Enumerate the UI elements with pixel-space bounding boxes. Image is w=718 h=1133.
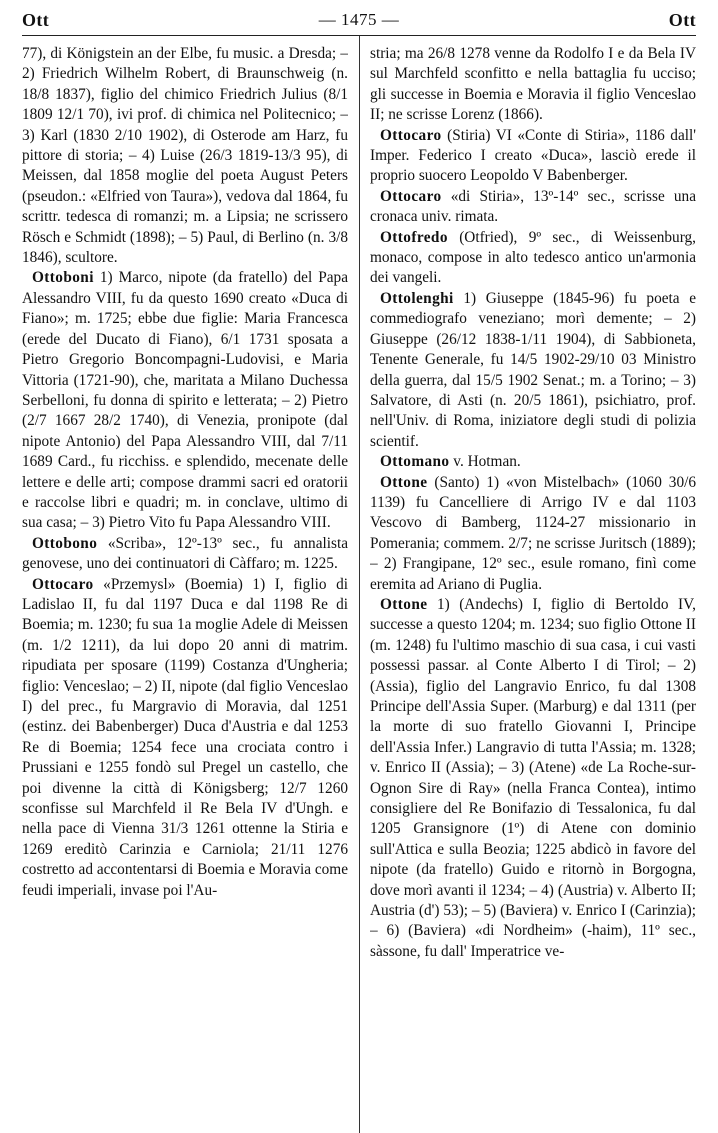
entry-ottofredo: [370, 228, 696, 289]
headword: Ottone: [380, 595, 428, 613]
entry-ottone: [370, 595, 696, 962]
headword: Ottocaro: [380, 187, 442, 205]
entry-continuation: stria; ma 26/8 1278 venne da Rodolfo I e da Bela IV sul Marchfeld sconfitto e nella battaglia fu ucciso; gli successe in Boemia e Moravia il figlio Venceslao II; ne scrisse Lorenz (1866).: [370, 45, 696, 124]
entry: 77), di Königstein an der Elbe, fu music. a Dresda; – 2) Friedrich Wilhelm Robert, di Braunschweig (n. 18/8 1837), figlio del chimico Friedrich Julius (8/1 1809 12/1 70), ivi prof. di chimica nel Politecnico; – 3) Karl (1830 2/10 1902), di Osterode am Harz, fu pittore di storia; – 4) Luise (26/3 1819-13/3 95), di Meissen, dal 1858 moglie del poeta August Peters (pseudon.: «Elfried von Taura»), vedova dal 1864, fu scrittr. tedesca di romanzi; m. a Lipsia; ne scrissero Rösch e Schmidt (1898); – 5) Paul, di Berlino (n. 3/8 1846), scultore.: [22, 45, 348, 267]
right-column: [370, 44, 696, 1129]
entry-ottocaro-di-stiria: [370, 187, 696, 228]
header-right-guide-word: Ott: [668, 9, 696, 30]
entry-text: 1) (Andechs) I, figlio di Bertoldo IV, successe a questo 1204; m. 1234; suo figlio Ottone II (m. 1248) fu l'ultimo maschio di sua casa, i cui vasti possessi passar. al Conte Alberto I di Tirol; – 2) (Assia), figlio del Langravio Enrico, fu dal 1308 Principe dell'Assia Super. (Marburg) e dal 1311 (per la morte di suo fratello Giovanni I, Principe dell'Assia Infer.) Langravio di tutta l'Assia; m. 1328; v. Enrico II (Assia); – 3) (Atene) «de La Roche-sur-Ognon Sire di Ray» (nella Franca Contea), intimo consigliere del Re Bonifazio di Tessalonica, fu dal 1205 Gransignore (1º) di Atene con dominio sull'Attica e sulla Beozia; 1225 abdicò in favore del nipote (da fratello) Guido e ritornò in Borgogna, dove morì avanti il 1234; – 4) (Austria) v. Alberto II; Austria (d') 53); – 5) (Baviera) v. Enrico I (Carinzia); – 6) (Baviera) «di Nordheim» (-haim), 11º sec., sàssone, fu dall' Imperatrice ve-: [370, 595, 696, 960]
entry-ottomano: [370, 452, 696, 472]
entry-text: (Santo) 1) «von Mistelbach» (1060 30/6 1139) fu Cancelliere di Arrigo IV e dal 1103 Vescovo di Bamberg, 1124-27 missionario in Pomerania; commem. 2/7; ne scrisse Juritsch (1889); – 2) Frangipane, 12º sec., esule romano, finì come eremita ad Ariano di Puglia.: [370, 473, 696, 593]
headword: Ottocaro: [380, 126, 442, 144]
entry-ottoboni: [22, 268, 348, 533]
entry-ottolenghi: [370, 289, 696, 452]
headword: Ottocaro: [32, 575, 94, 593]
headword: Ottomano: [380, 453, 450, 471]
entry-text: (Otfried), 9º sec., di Weissenburg, monaco, compose in alto tedesco antico un'armonia dei vangeli.: [370, 228, 696, 287]
column-divider: [359, 36, 360, 1133]
header-left-guide-word: Ott: [22, 9, 50, 30]
entry-ottone-santo: [370, 473, 696, 595]
headword: Ottoboni: [32, 269, 94, 287]
entry-ottocaro-stiria-vi: [370, 126, 696, 187]
headword: Ottone: [380, 473, 428, 491]
entry-text: «Przemysl» (Boemia) 1) I, figlio di Ladislao II, fu dal 1197 Duca e dal 1198 Re di Boemia; m. 1230; fu sua 1a moglie Adele di Meissen (m. 1/2 1211), da lui dopo 20 anni di matrim. ripudiata per sposare (1199) Costanza d'Ungheria; figlio: Venceslao; – 2) II, nipote (dal figlio Venceslao I) del prec., fu Margravio di Moravia, dal 1251 (estinz. dei Babenberger) Duca d'Austria e dal 1253 Re di Boemia; 1254 fece una crociata contro i Prussiani e 1255 fondò sul Pregel un castello, che poi divenne la città di Königsberg; 12/7 1260 sconfisse sul Marchfeld il Re Bela IV d'Ungh. e nella pace di Vienna 31/3 1261 ottenne la Stiria e 1269 ereditò Carinzia e Carniola; 21/11 1276 costretto ad accontentarsi di Boemia e Moravia come feudi imperiali, invase poi l'Au-: [22, 575, 348, 899]
headword: Ottolenghi: [380, 289, 454, 307]
entry-text: 1) Marco, nipote (da fratello) del Papa Alessandro VIII, fu da questo 1690 creato «Duca di Fiano»; m. 1725; ebbe due figlie: Maria Francesca (erede del Ducato di Fiano), 6/1 1731 sposata a Pietro Gregorio Boncompagni-Ludovisi, e Maria Vittoria (1721-90), che, maritata a Milano Duchessa Serbelloni, fu donna di spirito e letterata; – 2) Pietro (2/7 1667 28/2 1740), di Venezia, pronipote (dal nipote Antonio) del Papa Alessandro VIII, dal 7/11 1689 Card., fu ricchiss. e splendido, mecenate delle lettere e delle arti; compose drammi sacri ed oratorii e raccolse libri e quadri; m. in conclave, ultimo di sua casa; – 3) Pietro Vito fu Papa Alessandro VIII.: [22, 269, 348, 532]
entry-ottocaro-boemia: [22, 575, 348, 902]
headword: Ottofredo: [380, 228, 448, 246]
entry-text: (Stiria) VI «Conte di Stiria», 1186 dall' Imper. Federico I creato «Duca», lasciò erede il proprio suocero Leopoldo V Babenberger.: [370, 126, 696, 185]
headword: Ottobono: [32, 534, 98, 552]
page-header: [22, 8, 696, 32]
entry-text: «Scriba», 12º-13º sec., fu annalista genovese, uno dei continuatori di Càffaro; m. 1225.: [22, 534, 348, 573]
page-number: — 1475 —: [318, 10, 400, 29]
entry-text: 1) Giuseppe (1845-96) fu poeta e commediografo veneziano; morì demente; – 2) Giuseppe (26/12 1838-1/11 1904), di Sabbioneta, Tenente Generale, fu 14/5 1902-29/10 03 Ministro della guerra, dal 15/5 1902 Senat.; m. a Torino; – 3) Salvatore, di Asti (n. 20/5 1861), psichiatro, prof. nell'Univ. di Roma, iniziatore degli studi di polizia scientif.: [370, 289, 696, 450]
entry-ottobono: [22, 534, 348, 575]
entry-text: v. Hotman.: [449, 453, 521, 471]
left-column: [22, 44, 348, 1129]
entry-text: «di Stiria», 13º-14º sec., scrisse una cronaca univ. rimata.: [370, 187, 696, 226]
